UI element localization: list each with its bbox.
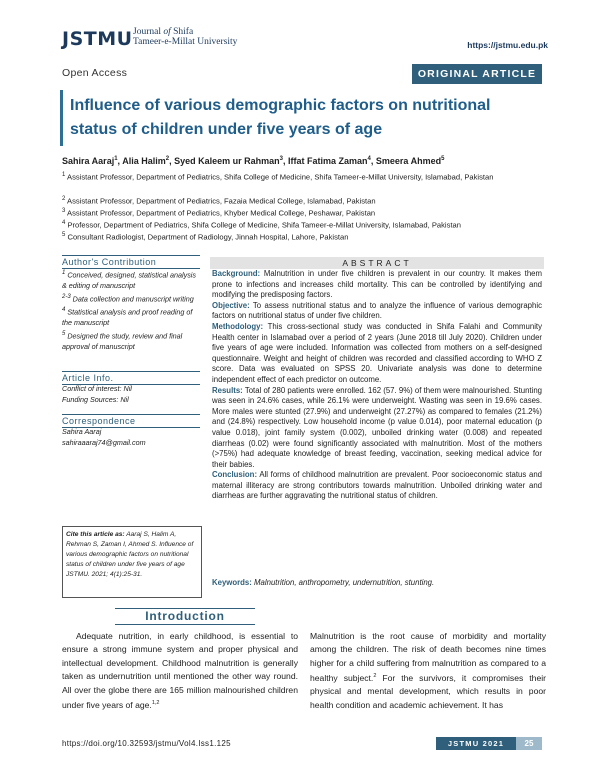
affiliation-3: $^3$ Assistant Professor, Department of Pediatrics, Khyber Medical College, Peshawar, Pakistan [62, 208, 376, 218]
footer-journal-badge: JSTMU 2021 [436, 737, 516, 750]
article-title: Influence of various demographic factors on nutritional status of children under five years of age [70, 97, 491, 138]
contribution-item: $^{2-3}$ Data collection and manuscript writing [62, 293, 194, 304]
contribution-item: $^5$ Designed the study, review and final approval of manuscript [62, 331, 183, 352]
introduction-heading: Introduction [115, 608, 255, 625]
citation-box: Cite this article as: Aaraj S, Halim A, Rehman S, Zaman I, Ahmed S. Influence of various demographic factors on nutritional status of children under five years of age JSTMU. 2021; 4(1):25-31. [62, 526, 202, 598]
conflict-of-interest: Conflict of interest: Nil [62, 384, 132, 393]
correspondence-email-link[interactable]: sahiraaaraj74@gmail.com [62, 437, 146, 447]
author-name: Alia Halim [122, 156, 166, 166]
author-name: Syed Kaleem ur Rahman [174, 156, 280, 166]
journal-logo: JSTMU [62, 28, 133, 50]
affiliation-5: $^5$ Consultant Radiologist, Department of Radiology, Jinnah Hospital, Lahore, Pakistan [62, 232, 349, 242]
contribution-item: $^4$ Statistical analysis and proof reading of the manuscript [62, 307, 193, 328]
open-access-label: Open Access [62, 67, 128, 79]
contribution-list [62, 268, 200, 353]
abstract-conclusion: Conclusion: All forms of childhood malnutrition are prevalent. Poor socioeconomic status and maternal illiteracy are strong contributors towards malnutrition. Unboiled drinking water and diarrheas are further aggravating the nutritional status of children. [212, 470, 542, 501]
funding-sources: Funding Sources: Nil [62, 394, 129, 404]
correspondence-name: Sahira Aaraj [62, 427, 102, 436]
author-list: Sahira Aaraj$^1$, Alia Halim$^2$, Syed Kaleem ur Rahman$^3$, Iffat Fatima Zaman$^4$, Smeera Ahmed$^5$ [62, 156, 445, 166]
correspondence-heading: Correspondence [62, 414, 200, 428]
abstract-objective: Objective: To assess nutritional status and to analyze the influence of various demographic factors on nutritional status of under five children. [212, 300, 542, 321]
doi-link[interactable]: https://doi.org/10.32593/jstmu/Vol4.Iss1.125 [62, 739, 231, 748]
article-info-heading: Article Info. [62, 371, 200, 385]
correspondence-block [62, 427, 200, 449]
affiliation-2: $^2$ Assistant Professor, Department of Pediatrics, Fazaia Medical College, Islamabad, Pakistan [62, 196, 376, 206]
author-name: Smeera Ahmed [375, 156, 442, 166]
introduction-column-2: Malnutrition is the root cause of morbidity and mortality among the children. The risk of death becomes nine times higher for a child suffering from malnutrition as compared to a healthy subject.$^2$ For the survivors, it compromises their physical and mental development, which results in poor health condition and academic achievement. It has [310, 631, 546, 710]
introduction-column-1: Adequate nutrition, in early childhood, is essential to ensure a strong immune system and proper physical and intellectual development. Childhood malnutrition is generally taken as undernutrition until mentioned the other way round. All over the globe there are 165 million malnourished children under five years of age.$^{1,2}$ [62, 631, 298, 710]
article-type-badge: ORIGINAL ARTICLE [412, 64, 542, 84]
affiliation-4: $^4$ Professor, Department of Pediatrics, Shifa College of Medicine, Shifa Tameer-e-Millat University, Islamabad, Pakistan [62, 220, 461, 230]
affiliation-1: $^1$ Assistant Professor, Department of Pediatrics, Shifa College of Medicine, Shifa Tameer-e-Millat University, Islamabad, Pakistan [62, 172, 494, 182]
abstract-methodology: Methodology: This cross-sectional study was conducted in Shifa Falahi and Community Health center in Islamabad over a period of 2 years (June 2018 till July 2020). Children under five years of age were included. Information was collected from mothers on a self-designed questionnaire. Weight and height of children was recorded and classified according to WHO Z score. Data was evaluated on SPSS 20. Univariate analysis was done to determine independent effect of each predictor on outcome. [212, 321, 542, 384]
keywords: Keywords: Malnutrition, anthropometry, undernutrition, stunting. [212, 578, 435, 587]
journal-name-line1: Journal of Shifa [133, 27, 194, 37]
page-number: 25 [516, 737, 542, 750]
journal-url-link[interactable]: https://jstmu.edu.pk [467, 40, 548, 50]
abstract-heading: ABSTRACT [210, 257, 544, 269]
article-info-list [62, 384, 200, 406]
contribution-heading: Author's Contribution [62, 255, 200, 269]
abstract-background: Background: Malnutrition in under five children is prevalent in our country. It makes them prone to infections and increases child mortality. This can be controlled by identifying and modifying the predisposing factors. [212, 269, 542, 300]
author-name: Sahira Aaraj [62, 156, 115, 166]
title-accent-bar [60, 90, 63, 146]
author-name: Iffat Fatima Zaman [288, 156, 368, 166]
abstract-results: Results: Total of 280 patients were enrolled. 162 (57. 9%) of them were malnourished. Stunting was seen in 24.6% cases, while 26.1% were underweight. Wasting was seen in 19.6% cases. More males were stunted (27.9%) and underweight (27.27%) as compared to females (21.2%) and (24.8%) respectively. Low household income (p value 0.014), poor maternal education (p value 0.018), joint family system (0.002), unboiled drinking water (0.008) and repeated diarrheas (0.02) were found significantly associated with malnutrition. Most of the mothers (>75%) had adequate knowledge of breast feeding, vaccination, seeking medical advice for their babies. [212, 385, 542, 469]
contribution-item: $^1$ Conceived, designed, statistical analysis & editing of manuscript [62, 270, 196, 291]
abstract-body [212, 269, 542, 502]
journal-name-line2: Tameer-e-Millat University [133, 37, 238, 47]
